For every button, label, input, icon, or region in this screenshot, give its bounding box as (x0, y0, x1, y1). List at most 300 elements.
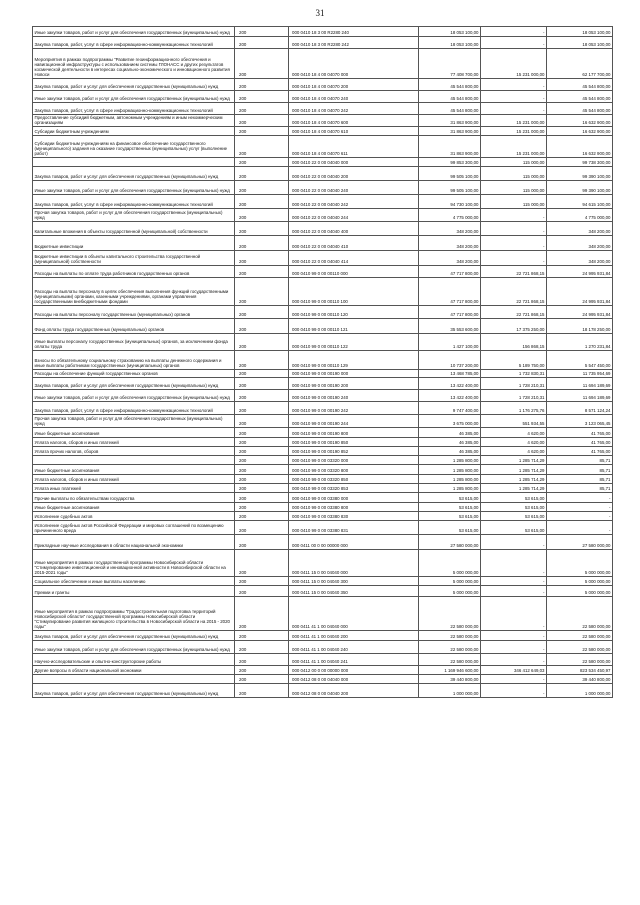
admin-code-cell: 200 (235, 475, 289, 484)
table-row (33, 158, 613, 167)
budget-code-cell: 000 0410 22 0 00 04040 242 (289, 195, 419, 209)
admin-code-cell: 200 (235, 27, 289, 37)
amount-b-cell: 45 544 800,00 (547, 91, 613, 103)
amount-total-cell: 1 169 946 600,00 (419, 666, 481, 675)
budget-code-cell: 000 0412 08 0 00 04040 200 (289, 684, 419, 698)
amount-b-cell: 5 000 000,00 (547, 586, 613, 597)
budget-code-cell: 000 0410 99 0 00 00190 000 (289, 370, 419, 378)
table-row (33, 136, 613, 158)
description-cell: Закупка товаров, работ и услуг для обеспечения государственных (муниципальных) нужд (33, 79, 235, 91)
table-row (33, 209, 613, 222)
amount-total-cell: 1 285 800,00 (419, 475, 481, 484)
amount-b-cell: 45 544 800,00 (547, 79, 613, 91)
table-row (33, 351, 613, 370)
admin-code-cell: 200 (235, 390, 289, 402)
budget-code-cell: 000 0410 18 4 00 04070 600 (289, 115, 419, 127)
amount-a-cell: 4 620,00 (481, 438, 547, 447)
budget-code-cell: 000 0410 99 0 00 00110 000 (289, 266, 419, 278)
amount-b-cell: 85,71 (547, 456, 613, 465)
amount-total-cell: 53 615,00 (419, 512, 481, 521)
amount-b-cell: 18 053 100,00 (547, 37, 613, 49)
page-number: 31 (315, 8, 325, 18)
budget-code-cell: 000 0410 99 0 00 03320 850 (289, 475, 419, 484)
amount-b-cell: 3 123 065,45 (547, 415, 613, 428)
table-row (33, 428, 613, 438)
table-row (33, 577, 613, 586)
description-cell: Закупка товаров, работ и услуг для обеспечения государственных (муниципальных) нужд (33, 631, 235, 641)
description-cell: Иные закупки товаров, работ и услуг для обеспечения государственных (муниципальных) нужд (33, 181, 235, 195)
admin-code-cell: 200 (235, 351, 289, 370)
amount-a-cell: - (481, 209, 547, 222)
amount-b-cell: 348 200,00 (547, 236, 613, 251)
table-row (33, 521, 613, 535)
amount-b-cell: 16 632 900,00 (547, 115, 613, 127)
amount-total-cell: 46 385,00 (419, 428, 481, 438)
amount-b-cell: 1 270 231,84 (547, 334, 613, 351)
amount-total-cell: 22 580 000,00 (419, 641, 481, 654)
admin-code-cell: 200 (235, 136, 289, 158)
budget-code-cell: 000 0410 99 0 00 00190 242 (289, 402, 419, 415)
description-cell: Прочая закупка товаров, работ и услуг для обеспечения государственных (муниципальных) нужд (33, 209, 235, 222)
amount-total-cell: 47 717 800,00 (419, 278, 481, 306)
admin-code-cell: 200 (235, 415, 289, 428)
table-row (33, 222, 613, 236)
description-cell: Субсидии бюджетным учреждениям на финансовое обеспечение государственного (муниципального) задания на оказание государственных (муниципальных) услуг (выполнение работ) (33, 136, 235, 158)
amount-total-cell: 31 863 900,00 (419, 136, 481, 158)
amount-a-cell: - (481, 641, 547, 654)
amount-total-cell: 77 408 700,00 (419, 49, 481, 79)
amount-total-cell: 18 053 100,00 (419, 37, 481, 49)
description-cell: Прикладные научные исследования в области национальной экономики (33, 535, 235, 550)
description-cell: Фонд оплаты труда государственных (муниципальных) органов (33, 319, 235, 334)
amount-total-cell: 99 853 300,00 (419, 158, 481, 167)
admin-code-cell: 200 (235, 378, 289, 390)
table-row (33, 503, 613, 512)
amount-a-cell: 53 615,00 (481, 512, 547, 521)
admin-code-cell: 200 (235, 631, 289, 641)
amount-a-cell: 22 721 868,15 (481, 266, 547, 278)
amount-a-cell: - (481, 577, 547, 586)
amount-total-cell: 35 553 600,00 (419, 319, 481, 334)
budget-code-cell: 000 0410 99 0 00 00190 852 (289, 447, 419, 456)
amount-a-cell: - (481, 37, 547, 49)
amount-total-cell: 53 615,00 (419, 503, 481, 512)
description-cell: Закупка товаров, работ, услуг в сфере информационно-коммуникационных технологий (33, 402, 235, 415)
admin-code-cell: 200 (235, 641, 289, 654)
table-row (33, 447, 613, 456)
admin-code-cell: 200 (235, 402, 289, 415)
table-row (33, 27, 613, 37)
admin-code-cell: 200 (235, 666, 289, 675)
amount-a-cell: - (481, 550, 547, 577)
amount-total-cell: 53 615,00 (419, 493, 481, 503)
budget-code-cell: 000 0410 99 0 00 00190 240 (289, 390, 419, 402)
amount-b-cell: 99 738 300,00 (547, 158, 613, 167)
amount-b-cell: 348 200,00 (547, 251, 613, 266)
description-cell: Капитальные вложения в объекты государственной (муниципальной) собственности (33, 222, 235, 236)
description-cell: Иные бюджетные ассигнования (33, 465, 235, 475)
admin-code-cell: 200 (235, 37, 289, 49)
description-cell: Закупка товаров, работ, услуг в сфере информационно-коммуникационных технологий (33, 103, 235, 115)
amount-total-cell: 94 730 100,00 (419, 195, 481, 209)
admin-code-cell: 200 (235, 654, 289, 666)
amount-a-cell: 1 285 714,29 (481, 475, 547, 484)
table-row (33, 465, 613, 475)
admin-code-cell: 200 (235, 222, 289, 236)
amount-total-cell: 10 737 200,00 (419, 351, 481, 370)
amount-b-cell: 62 177 700,00 (547, 49, 613, 79)
table-row (33, 390, 613, 402)
amount-b-cell: 348 200,00 (547, 222, 613, 236)
budget-code-cell: 000 0410 22 0 00 04040 410 (289, 236, 419, 251)
admin-code-cell: 200 (235, 512, 289, 521)
admin-code-cell: 200 (235, 91, 289, 103)
budget-code-cell: 000 0410 18 3 00 R2280 242 (289, 37, 419, 49)
description-cell: Расходы на обеспечение функций государственных органов (33, 370, 235, 378)
table-row (33, 181, 613, 195)
table-row (33, 484, 613, 493)
table-row (33, 103, 613, 115)
description-cell: Субсидии бюджетным учреждениям (33, 127, 235, 136)
admin-code-cell: 200 (235, 684, 289, 698)
amount-total-cell: 1 285 800,00 (419, 465, 481, 475)
amount-a-cell: 1 728 210,31 (481, 378, 547, 390)
amount-b-cell: 5 000 000,00 (547, 550, 613, 577)
table-row (33, 49, 613, 79)
admin-code-cell: 200 (235, 370, 289, 378)
amount-total-cell: 22 580 000,00 (419, 654, 481, 666)
amount-total-cell: 1 285 800,00 (419, 456, 481, 465)
description-cell: Прочая закупка товаров, работ и услуг для обеспечения государственных (муниципальных) нужд (33, 415, 235, 428)
amount-a-cell: 346 412 649,03 (481, 666, 547, 675)
amount-total-cell: 3 675 000,00 (419, 415, 481, 428)
description-cell: Закупка товаров, работ и услуг для обеспечения государственных (муниципальных) нужд (33, 378, 235, 390)
amount-a-cell: - (481, 91, 547, 103)
amount-b-cell: 99 390 100,00 (547, 181, 613, 195)
amount-b-cell: 16 632 900,00 (547, 136, 613, 158)
amount-b-cell: - (547, 512, 613, 521)
budget-code-cell: 000 0410 99 0 00 00110 121 (289, 319, 419, 334)
table-body (33, 27, 613, 698)
amount-b-cell: 11 735 954,69 (547, 370, 613, 378)
amount-b-cell: 85,71 (547, 475, 613, 484)
amount-total-cell: 46 385,00 (419, 438, 481, 447)
amount-total-cell: 4 775 000,00 (419, 209, 481, 222)
description-cell: Закупка товаров, работ, услуг в сфере информационно-коммуникационных технологий (33, 195, 235, 209)
budget-code-cell: 000 0411 00 0 00 00000 000 (289, 535, 419, 550)
admin-code-cell: 200 (235, 493, 289, 503)
amount-b-cell: 4 775 000,00 (547, 209, 613, 222)
budget-code-cell: 000 0410 18 4 00 04070 000 (289, 49, 419, 79)
budget-code-cell: 000 0410 99 0 00 00190 850 (289, 438, 419, 447)
table-row (33, 654, 613, 666)
admin-code-cell: 200 (235, 127, 289, 136)
admin-code-cell: 200 (235, 306, 289, 319)
description-cell: Иные мероприятия в рамках государственной программы Новосибирской области "Стимулирование инвестиционной и инновационной активности в Новосибирской области на 2015-2021 годы" (33, 550, 235, 577)
table-row (33, 402, 613, 415)
description-cell: Мероприятия в рамках подпрограммы "Развитие геоинформационного обеспечения и навигационной инфраструктуры с использованием системы ГЛОНАСС и других результатов космической деятельности в интересах социально-экономического и инновационного развития Новоси (33, 49, 235, 79)
amount-total-cell: 45 544 800,00 (419, 91, 481, 103)
amount-a-cell: 22 721 868,15 (481, 278, 547, 306)
amount-a-cell: 53 615,00 (481, 503, 547, 512)
amount-a-cell: 115 000,00 (481, 167, 547, 181)
amount-total-cell: 348 200,00 (419, 236, 481, 251)
admin-code-cell: 200 (235, 438, 289, 447)
description-cell: Закупка товаров, работ, услуг в сфере информационно-коммуникационных технологий (33, 37, 235, 49)
budget-code-cell: 000 0410 22 0 00 04040 414 (289, 251, 419, 266)
table-row (33, 631, 613, 641)
budget-table (32, 26, 613, 698)
amount-total-cell: 22 580 000,00 (419, 597, 481, 631)
budget-code-cell: 000 0411 41 1 00 04040 240 (289, 641, 419, 654)
amount-a-cell: 115 000,00 (481, 158, 547, 167)
amount-a-cell: 1 732 830,31 (481, 370, 547, 378)
amount-total-cell: 53 615,00 (419, 521, 481, 535)
budget-code-cell: 000 0410 99 0 00 00190 244 (289, 415, 419, 428)
budget-code-cell: 000 0410 22 0 00 04040 240 (289, 181, 419, 195)
description-cell: Премии и гранты (33, 586, 235, 597)
table-row (33, 512, 613, 521)
budget-code-cell: 000 0410 99 0 00 03380 830 (289, 512, 419, 521)
budget-code-cell: 000 0410 22 0 00 04040 400 (289, 222, 419, 236)
admin-code-cell: 200 (235, 251, 289, 266)
budget-code-cell: 000 0410 18 4 00 04070 611 (289, 136, 419, 158)
amount-a-cell: 1 285 714,29 (481, 484, 547, 493)
table-row (33, 278, 613, 306)
amount-total-cell: 5 000 000,00 (419, 550, 481, 577)
budget-code-cell: 000 0411 41 1 00 04040 200 (289, 631, 419, 641)
description-cell (33, 158, 235, 167)
amount-b-cell: 823 534 450,97 (547, 666, 613, 675)
amount-a-cell: 115 000,00 (481, 195, 547, 209)
amount-a-cell: - (481, 103, 547, 115)
amount-a-cell: 1 285 714,29 (481, 465, 547, 475)
budget-code-cell: 000 0410 18 4 00 04070 610 (289, 127, 419, 136)
description-cell: Уплата налогов, сборов и иных платежей (33, 438, 235, 447)
description-cell: Бюджетные инвестиции в объекты капитального строительства государственной (муниципальной) собственности (33, 251, 235, 266)
budget-code-cell: 000 0410 99 0 00 03380 800 (289, 503, 419, 512)
amount-a-cell: 4 620,00 (481, 428, 547, 438)
table-row (33, 127, 613, 136)
amount-total-cell: 27 580 000,00 (419, 535, 481, 550)
amount-total-cell: 1 285 800,00 (419, 484, 481, 493)
amount-total-cell: 13 468 785,00 (419, 370, 481, 378)
description-cell: Иные бюджетные ассигнования (33, 428, 235, 438)
amount-total-cell: 31 863 900,00 (419, 127, 481, 136)
amount-a-cell: - (481, 586, 547, 597)
table-row (33, 334, 613, 351)
table-row (33, 37, 613, 49)
table-row (33, 597, 613, 631)
description-cell: Уплата иных платежей (33, 484, 235, 493)
amount-total-cell: 9 747 400,00 (419, 402, 481, 415)
budget-code-cell: 000 0411 15 0 00 04040 300 (289, 577, 419, 586)
description-cell: Уплата налогов, сборов и иных платежей (33, 475, 235, 484)
amount-a-cell: 1 728 210,31 (481, 390, 547, 402)
budget-code-cell: 000 0410 99 0 00 00110 120 (289, 306, 419, 319)
budget-code-cell: 000 0410 99 0 00 03320 853 (289, 484, 419, 493)
description-cell: Иные закупки товаров, работ и услуг для обеспечения государственных (муниципальных) нужд (33, 91, 235, 103)
description-cell: Научно-исследовательские и опытно-конструкторские работы (33, 654, 235, 666)
description-cell: Иные мероприятия в рамках подпрограммы "Градостроительная подготовка территорий Новосибирской области" государственной программы Новосибирской области "Стимулирование развития жилищного строительства в Новосибирской области на 2015 - 2020 годы" (33, 597, 235, 631)
admin-code-cell: 200 (235, 597, 289, 631)
table-row (33, 586, 613, 597)
amount-b-cell: 94 615 100,00 (547, 195, 613, 209)
admin-code-cell: 200 (235, 334, 289, 351)
amount-b-cell: 24 995 931,84 (547, 266, 613, 278)
description-cell: Расходы на выплаты персоналу в целях обеспечения выполнения функций государственными (муниципальными) органами, казенными учреждениями, органами управления государственными внебюджетными фондами (33, 278, 235, 306)
amount-a-cell: - (481, 597, 547, 631)
amount-total-cell: 47 717 800,00 (419, 266, 481, 278)
description-cell: Иные бюджетные ассигнования (33, 503, 235, 512)
budget-code-cell: 000 0410 22 0 00 04040 200 (289, 167, 419, 181)
admin-code-cell: 200 (235, 209, 289, 222)
admin-code-cell: 200 (235, 181, 289, 195)
admin-code-cell: 200 (235, 465, 289, 475)
amount-a-cell: 15 231 000,00 (481, 136, 547, 158)
table-row (33, 475, 613, 484)
amount-a-cell: 156 868,15 (481, 334, 547, 351)
amount-total-cell: 45 544 800,00 (419, 103, 481, 115)
amount-a-cell: - (481, 236, 547, 251)
admin-code-cell: 200 (235, 115, 289, 127)
amount-total-cell: 18 053 100,00 (419, 27, 481, 37)
table-row (33, 550, 613, 577)
amount-a-cell: 53 615,00 (481, 521, 547, 535)
amount-a-cell: 53 615,00 (481, 493, 547, 503)
amount-a-cell: 17 375 250,00 (481, 319, 547, 334)
table-row (33, 456, 613, 465)
budget-code-cell: 000 0411 15 0 00 04040 350 (289, 586, 419, 597)
budget-code-cell: 000 0411 15 0 00 04040 000 (289, 550, 419, 577)
amount-a-cell: 5 189 750,00 (481, 351, 547, 370)
amount-a-cell: - (481, 27, 547, 37)
admin-code-cell: 200 (235, 447, 289, 456)
amount-a-cell: 551 934,55 (481, 415, 547, 428)
budget-code-cell: 000 0410 22 0 00 04040 244 (289, 209, 419, 222)
amount-b-cell: 24 995 931,84 (547, 278, 613, 306)
amount-b-cell: 18 053 100,00 (547, 27, 613, 37)
admin-code-cell: 200 (235, 167, 289, 181)
table-row (33, 115, 613, 127)
amount-total-cell: 13 422 400,00 (419, 390, 481, 402)
amount-a-cell: 4 620,00 (481, 447, 547, 456)
amount-a-cell: - (481, 654, 547, 666)
amount-a-cell: 1 176 275,76 (481, 402, 547, 415)
amount-a-cell: 15 231 000,00 (481, 127, 547, 136)
amount-b-cell: 11 694 189,69 (547, 390, 613, 402)
amount-total-cell: 13 422 400,00 (419, 378, 481, 390)
table-row (33, 195, 613, 209)
amount-b-cell: 41 765,00 (547, 428, 613, 438)
description-cell: Прочие выплаты по обязательствам государства (33, 493, 235, 503)
amount-total-cell: 1 427 100,00 (419, 334, 481, 351)
description-cell (33, 456, 235, 465)
budget-code-cell: 000 0410 99 0 00 03380 000 (289, 493, 419, 503)
amount-b-cell: 22 580 000,00 (547, 641, 613, 654)
description-cell: Взносы по обязательному социальному страхованию на выплаты денежного содержания и иные выплаты работникам государственных (муниципальных) органов (33, 351, 235, 370)
admin-code-cell: 200 (235, 675, 289, 684)
budget-code-cell: 000 0410 18 3 00 R2280 240 (289, 27, 419, 37)
amount-b-cell: 22 580 000,00 (547, 597, 613, 631)
description-cell: Исполнение судебных актов (33, 512, 235, 521)
admin-code-cell: 200 (235, 521, 289, 535)
budget-code-cell: 000 0410 22 0 00 04040 000 (289, 158, 419, 167)
admin-code-cell: 200 (235, 195, 289, 209)
table-row (33, 236, 613, 251)
description-cell: Предоставление субсидий бюджетным, автономным учреждениям и иным некоммерческим организациям (33, 115, 235, 127)
amount-a-cell: - (481, 222, 547, 236)
amount-total-cell: 348 200,00 (419, 222, 481, 236)
amount-a-cell: - (481, 684, 547, 698)
admin-code-cell: 200 (235, 577, 289, 586)
table-row (33, 266, 613, 278)
amount-a-cell: 22 721 868,15 (481, 306, 547, 319)
amount-b-cell: 85,71 (547, 465, 613, 475)
admin-code-cell: 200 (235, 278, 289, 306)
budget-code-cell: 000 0410 99 0 00 00110 100 (289, 278, 419, 306)
admin-code-cell: 200 (235, 49, 289, 79)
description-cell: Другие вопросы в области национальной экономики (33, 666, 235, 675)
table-row (33, 684, 613, 698)
table-row (33, 91, 613, 103)
amount-total-cell: 47 717 800,00 (419, 306, 481, 319)
amount-b-cell: 85,71 (547, 484, 613, 493)
amount-total-cell: 99 505 100,00 (419, 181, 481, 195)
budget-code-cell: 000 0410 99 0 00 03380 831 (289, 521, 419, 535)
amount-total-cell: 1 000 000,00 (419, 684, 481, 698)
admin-code-cell: 200 (235, 456, 289, 465)
table-row (33, 251, 613, 266)
amount-b-cell: 99 390 100,00 (547, 167, 613, 181)
amount-b-cell: 22 580 000,00 (547, 631, 613, 641)
amount-b-cell: 41 765,00 (547, 447, 613, 456)
amount-b-cell: 16 632 900,00 (547, 127, 613, 136)
budget-code-cell: 000 0410 99 0 00 00190 800 (289, 428, 419, 438)
admin-code-cell: 200 (235, 236, 289, 251)
admin-code-cell: 200 (235, 586, 289, 597)
budget-code-cell: 000 0410 99 0 00 00110 129 (289, 351, 419, 370)
amount-a-cell: 115 000,00 (481, 181, 547, 195)
budget-code-cell: 000 0410 99 0 00 03320 800 (289, 465, 419, 475)
admin-code-cell: 200 (235, 503, 289, 512)
description-cell: Иные закупки товаров, работ и услуг для обеспечения государственных (муниципальных) нужд (33, 641, 235, 654)
budget-code-cell: 000 0410 99 0 00 00190 200 (289, 378, 419, 390)
amount-total-cell: 46 385,00 (419, 447, 481, 456)
amount-b-cell: 8 571 124,24 (547, 402, 613, 415)
admin-code-cell: 200 (235, 535, 289, 550)
admin-code-cell: 200 (235, 319, 289, 334)
amount-b-cell: 5 547 450,00 (547, 351, 613, 370)
amount-total-cell: 5 000 000,00 (419, 577, 481, 586)
budget-code-cell: 000 0411 41 1 00 04040 241 (289, 654, 419, 666)
table-row (33, 666, 613, 675)
amount-b-cell: 18 178 250,00 (547, 319, 613, 334)
amount-b-cell: 45 544 800,00 (547, 103, 613, 115)
budget-code-cell: 000 0410 18 4 00 04070 242 (289, 103, 419, 115)
budget-code-cell: 000 0410 18 4 00 04070 240 (289, 91, 419, 103)
table-row (33, 79, 613, 91)
table-row (33, 675, 613, 684)
admin-code-cell: 200 (235, 266, 289, 278)
amount-b-cell: 39 440 800,00 (547, 675, 613, 684)
amount-total-cell: 22 580 000,00 (419, 631, 481, 641)
table-row (33, 415, 613, 428)
amount-total-cell: 39 440 800,00 (419, 675, 481, 684)
description-cell: Исполнение судебных актов Российской Федерации и мировых соглашений по возмещению причиненного вреда (33, 521, 235, 535)
description-cell: Иные закупки товаров, работ и услуг для обеспечения государственных (муниципальных) нужд (33, 27, 235, 37)
amount-total-cell: 45 544 800,00 (419, 79, 481, 91)
